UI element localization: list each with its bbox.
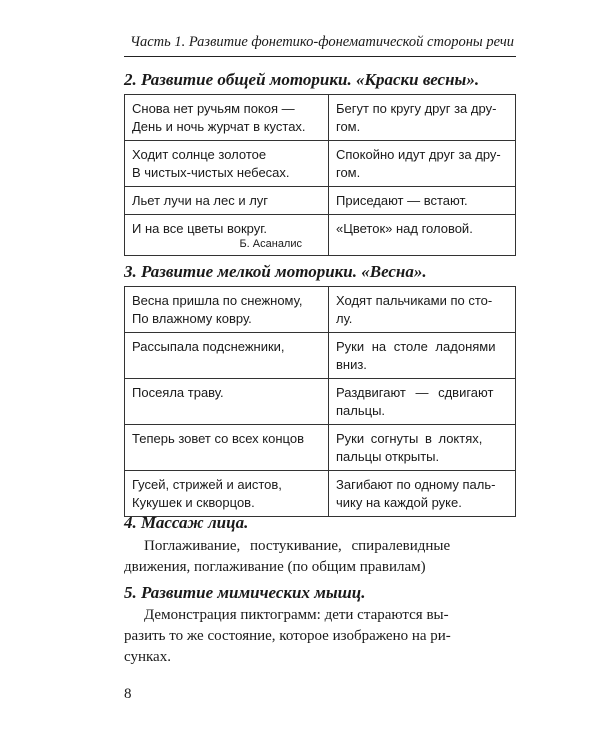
header-rule (124, 56, 516, 57)
rhyme-cell (125, 187, 329, 215)
action-cell (329, 379, 516, 425)
action-line: гом. (336, 165, 361, 180)
action-cell (329, 471, 516, 517)
paragraph-line: Демонстрация пиктограмм: дети стараются вы- (144, 607, 449, 623)
action-line: Руки на столе ладонями (336, 339, 496, 354)
rhyme-line: Весна пришла по снежному, (132, 293, 303, 308)
action-line: пальцы. (336, 403, 386, 418)
table-row (125, 215, 516, 256)
action-cell (329, 215, 516, 256)
action-line: гом. (336, 119, 361, 134)
action-line: Приседают — встают. (336, 193, 468, 208)
section-title-face-massage: 4. Массаж лица. (124, 513, 249, 532)
action-line: Ходят пальчиками по сто- (336, 293, 493, 308)
action-line: вниз. (336, 357, 367, 372)
rhyme-line: По влажному ковру. (132, 311, 252, 326)
action-line: Руки согнуты в локтях, (336, 431, 483, 446)
section-title-fine-motor: 3. Развитие мелкой моторики. «Весна». (124, 262, 427, 281)
rhyme-line: Теперь зовет со всех концов (132, 431, 304, 446)
action-cell (329, 333, 516, 379)
paragraph-line: Поглаживание, постукивание, спиралевидные (144, 538, 451, 554)
action-cell (329, 95, 516, 141)
rhyme-line: День и ночь журчат в кустах. (132, 119, 306, 134)
table-row (125, 333, 516, 379)
action-line: Загибают по одному паль- (336, 477, 496, 492)
action-cell (329, 141, 516, 187)
rhyme-cell (125, 471, 329, 517)
rhyme-cell (125, 215, 329, 256)
action-line: Спокойно идут друг за дру- (336, 147, 501, 162)
rhyme-line: Льет лучи на лес и луг (132, 193, 269, 208)
action-line: «Цветок» над головой. (336, 221, 473, 236)
action-line: Раздвигают — сдвигают (336, 385, 494, 400)
action-line: Бегут по кругу друг за дру- (336, 101, 497, 116)
rhyme-line: И на все цветы вокруг. (132, 221, 268, 236)
rhyme-cell (125, 95, 329, 141)
rhyme-line: Посеяла траву. (132, 385, 224, 400)
action-line: чику на каждой руке. (336, 495, 462, 510)
table-row (125, 471, 516, 517)
rhyme-cell (125, 141, 329, 187)
rhyme-cell (125, 287, 329, 333)
rhyme-cell (125, 425, 329, 471)
rhyme-cell (125, 333, 329, 379)
table-row (125, 95, 516, 141)
rhyme-line: В чистых-чистых небесах. (132, 165, 290, 180)
table-row (125, 287, 516, 333)
table-row (125, 425, 516, 471)
rhyme-line: Ходит солнце золотое (132, 147, 267, 162)
paragraph-line: разить то же состояние, которое изображено на ри- (124, 628, 451, 644)
rhyme-line: Рассыпала подснежники, (132, 339, 285, 354)
section-title-general-motor: 2. Развитие общей моторики. «Краски весны». (124, 70, 480, 89)
face-massage-text (124, 536, 516, 578)
action-cell (329, 187, 516, 215)
paragraph-line: движения, поглаживание (по общим правилам) (124, 559, 426, 575)
action-cell (329, 425, 516, 471)
rhyme-line: Кукушек и скворцов. (132, 495, 255, 510)
page-number: 8 (124, 686, 132, 702)
rhyme-line: Гусей, стрижей и аистов, (132, 477, 282, 492)
action-cell (329, 287, 516, 333)
mimic-muscles-text (124, 605, 516, 668)
action-line: пальцы открыты. (336, 449, 440, 464)
table-row (125, 379, 516, 425)
general-motor-table (124, 94, 516, 256)
section-title-mimic-muscles: 5. Развитие мимических мышц. (124, 583, 366, 602)
rhyme-line: Снова нет ручьям покоя — (132, 101, 295, 116)
fine-motor-table (124, 286, 516, 517)
action-line: лу. (336, 311, 353, 326)
table-row (125, 141, 516, 187)
running-head: Часть 1. Развитие фонетико-фонематической стороны речи (130, 34, 514, 50)
table-row (125, 187, 516, 215)
paragraph-line: сунках. (124, 649, 171, 665)
poem-author: Б. Асаналис (239, 238, 302, 250)
rhyme-cell (125, 379, 329, 425)
